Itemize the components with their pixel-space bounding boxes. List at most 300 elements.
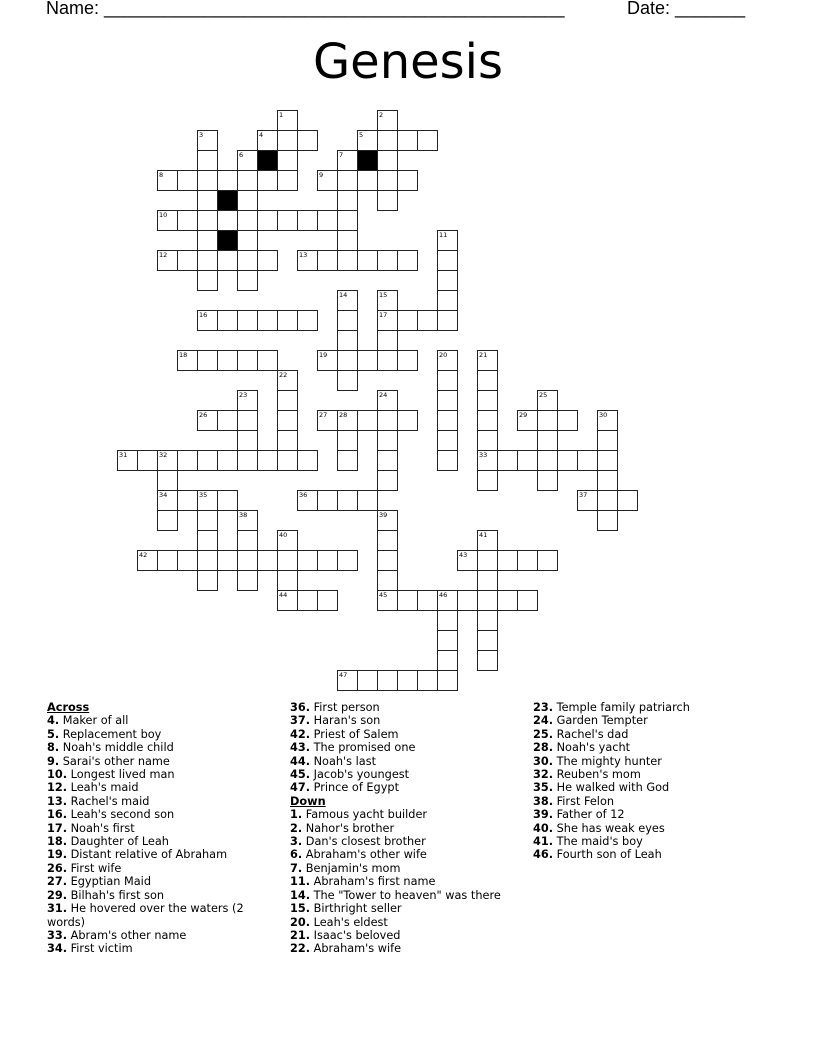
grid-cell[interactable]: [197, 410, 218, 431]
grid-cell[interactable]: [377, 550, 398, 571]
grid-cell[interactable]: [297, 450, 318, 471]
grid-cell[interactable]: [237, 270, 258, 291]
grid-cell[interactable]: [477, 550, 498, 571]
grid-cell[interactable]: [437, 630, 458, 651]
clue-number: 4.: [47, 714, 60, 728]
clue-number: 45.: [290, 768, 311, 782]
grid-cell[interactable]: [337, 350, 358, 371]
grid-cell[interactable]: [237, 410, 258, 431]
grid-cell[interactable]: [497, 550, 518, 571]
grid-cell[interactable]: [397, 670, 418, 691]
grid-cell[interactable]: [377, 250, 398, 271]
clues-column-3: [533, 701, 773, 862]
across-clue: [47, 714, 262, 727]
grid-cell[interactable]: [477, 570, 498, 591]
clue-number: 37: [579, 491, 588, 499]
grid-cell[interactable]: [197, 170, 218, 191]
grid-cell[interactable]: [337, 290, 358, 311]
clue-number: 44.: [290, 754, 311, 768]
clue-text: Temple family patriarch: [556, 701, 690, 714]
clue-number: 18: [179, 351, 188, 359]
grid-cell[interactable]: [597, 490, 618, 511]
clue-number: 20: [439, 351, 448, 359]
grid-cell[interactable]: [197, 310, 218, 331]
grid-cell[interactable]: [337, 490, 358, 511]
clue-number: 15: [379, 291, 388, 299]
grid-cell[interactable]: [277, 570, 298, 591]
grid-cell[interactable]: [297, 210, 318, 231]
grid-cell[interactable]: [477, 610, 498, 631]
grid-cell[interactable]: [197, 530, 218, 551]
clue-text: Bilhah's first son: [70, 888, 165, 902]
grid-cell[interactable]: [237, 450, 258, 471]
grid-cell[interactable]: [437, 650, 458, 671]
grid-cell[interactable]: [217, 310, 238, 331]
grid-cell[interactable]: [297, 250, 318, 271]
grid-cell[interactable]: [377, 570, 398, 591]
grid-cell[interactable]: [157, 170, 178, 191]
grid-cell[interactable]: [337, 330, 358, 351]
grid-cell[interactable]: [337, 670, 358, 691]
grid-cell[interactable]: [377, 330, 398, 351]
grid-cell[interactable]: [597, 450, 618, 471]
grid-cell[interactable]: [237, 210, 258, 231]
date-field[interactable]: Date: _______: [627, 0, 746, 18]
grid-cell[interactable]: [537, 390, 558, 411]
grid-cell[interactable]: [237, 230, 258, 251]
grid-cell[interactable]: [197, 250, 218, 271]
grid-cell[interactable]: [237, 570, 258, 591]
down-heading: Down: [290, 794, 326, 808]
grid-cell[interactable]: [397, 170, 418, 191]
grid-cell[interactable]: [577, 490, 598, 511]
grid-cell[interactable]: [197, 230, 218, 251]
grid-cell[interactable]: [237, 150, 258, 171]
grid-cell[interactable]: [477, 450, 498, 471]
grid-cell[interactable]: [377, 670, 398, 691]
grid-cell[interactable]: [517, 450, 538, 471]
grid-cell[interactable]: [437, 590, 458, 611]
clue-number: 8.: [47, 741, 60, 755]
grid-cell[interactable]: [357, 490, 378, 511]
grid-cell[interactable]: [517, 590, 538, 611]
grid-cell[interactable]: [197, 550, 218, 571]
grid-cell[interactable]: [317, 590, 338, 611]
clue-number: 43: [459, 551, 468, 559]
grid-cell[interactable]: [237, 510, 258, 531]
clue-text: The "Tower to heaven" was there: [313, 888, 501, 902]
clue-number: 4: [259, 131, 264, 139]
grid-cell[interactable]: [317, 550, 338, 571]
clue-text: Replacement boy: [62, 727, 162, 741]
grid-cell[interactable]: [597, 470, 618, 491]
clue-number: 27: [319, 411, 328, 419]
grid-cell[interactable]: [177, 490, 198, 511]
grid-cell[interactable]: [417, 310, 438, 331]
name-field[interactable]: Name: ______________________________________________: [46, 0, 565, 18]
grid-cell[interactable]: [217, 450, 238, 471]
clue-number: 15.: [290, 902, 311, 916]
grid-cell[interactable]: [317, 490, 338, 511]
grid-cell[interactable]: [277, 210, 298, 231]
clue-number: 41.: [533, 835, 554, 849]
grid-cell[interactable]: [357, 250, 378, 271]
grid-cell[interactable]: [217, 250, 238, 271]
clue-text: Distant relative of Abraham: [70, 848, 228, 862]
clue-text: He hovered over the waters (2 words): [47, 902, 244, 929]
clue-number: 36.: [290, 701, 311, 714]
grid-cell[interactable]: [477, 410, 498, 431]
grid-cell[interactable]: [217, 490, 238, 511]
clue-number: 10.: [47, 768, 68, 782]
down-clue: [290, 822, 530, 835]
clue-text: The mighty hunter: [556, 754, 662, 768]
down-clue: [533, 768, 773, 781]
grid-cell[interactable]: [477, 470, 498, 491]
grid-cell[interactable]: [397, 590, 418, 611]
grid-cell[interactable]: [297, 550, 318, 571]
grid-cell[interactable]: [377, 510, 398, 531]
grid-cell[interactable]: [377, 110, 398, 131]
clue-number: 13: [299, 251, 308, 259]
grid-cell[interactable]: [377, 130, 398, 151]
grid-cell[interactable]: [217, 550, 238, 571]
grid-cell[interactable]: [597, 430, 618, 451]
grid-cell[interactable]: [277, 410, 298, 431]
grid-cell[interactable]: [277, 310, 298, 331]
grid-cell[interactable]: [417, 130, 438, 151]
clue-number: 2.: [290, 821, 303, 835]
clue-number: 40: [279, 531, 288, 539]
grid-cell[interactable]: [437, 350, 458, 371]
clue-number: 21.: [290, 928, 311, 942]
grid-cell[interactable]: [537, 410, 558, 431]
grid-cell[interactable]: [337, 210, 358, 231]
clue-number: 45: [379, 591, 388, 599]
grid-cell[interactable]: [317, 170, 338, 191]
grid-cell[interactable]: [237, 250, 258, 271]
grid-cell[interactable]: [197, 210, 218, 231]
grid-cell[interactable]: [237, 550, 258, 571]
down-clue: [533, 701, 773, 714]
grid-cell[interactable]: [157, 490, 178, 511]
grid-cell[interactable]: [617, 490, 638, 511]
grid-cell[interactable]: [477, 430, 498, 451]
grid-cell[interactable]: [277, 390, 298, 411]
grid-cell[interactable]: [537, 550, 558, 571]
grid-cell[interactable]: [317, 210, 338, 231]
grid-cell[interactable]: [377, 450, 398, 471]
grid-cell[interactable]: [557, 410, 578, 431]
grid-cell[interactable]: [337, 370, 358, 391]
grid-cell[interactable]: [397, 250, 418, 271]
grid-cell[interactable]: [257, 310, 278, 331]
grid-cell[interactable]: [437, 670, 458, 691]
grid-cell[interactable]: [377, 290, 398, 311]
grid-cell[interactable]: [337, 430, 358, 451]
grid-cell[interactable]: [197, 190, 218, 211]
clue-number: 33: [479, 451, 488, 459]
grid-cell[interactable]: [377, 310, 398, 331]
clue-number: 9: [319, 171, 324, 179]
grid-cell[interactable]: [417, 670, 438, 691]
grid-cell[interactable]: [437, 270, 458, 291]
grid-cell[interactable]: [537, 450, 558, 471]
grid-cell[interactable]: [277, 590, 298, 611]
grid-cell[interactable]: [537, 430, 558, 451]
grid-cell[interactable]: [177, 450, 198, 471]
grid-cell[interactable]: [217, 410, 238, 431]
grid-cell[interactable]: [337, 250, 358, 271]
clue-number: 30: [599, 411, 608, 419]
grid-cell[interactable]: [577, 450, 598, 471]
clue-text: Sarai's other name: [62, 754, 170, 768]
grid-cell[interactable]: [137, 450, 158, 471]
grid-cell[interactable]: [217, 210, 238, 231]
grid-cell[interactable]: [477, 530, 498, 551]
grid-cell[interactable]: [257, 550, 278, 571]
grid-cell[interactable]: [357, 170, 378, 191]
clue-number: 5.: [47, 727, 60, 741]
grid-cell[interactable]: [337, 450, 358, 471]
down-clue: [533, 808, 773, 821]
clue-number: 3.: [290, 835, 303, 849]
grid-cell[interactable]: [517, 410, 538, 431]
grid-cell[interactable]: [177, 350, 198, 371]
clue-number: 26.: [47, 861, 68, 875]
grid-cell[interactable]: [597, 410, 618, 431]
grid-cell[interactable]: [437, 390, 458, 411]
clue-number: 22.: [290, 942, 311, 956]
grid-cell[interactable]: [197, 150, 218, 171]
grid-cell[interactable]: [277, 150, 298, 171]
grid-cell[interactable]: [497, 590, 518, 611]
grid-cell[interactable]: [337, 150, 358, 171]
clue-number: 38.: [533, 794, 554, 808]
grid-cell[interactable]: [157, 250, 178, 271]
grid-cell[interactable]: [477, 390, 498, 411]
clue-number: 38: [239, 511, 248, 519]
grid-cell[interactable]: [237, 190, 258, 211]
grid-cell[interactable]: [137, 550, 158, 571]
grid-cell[interactable]: [157, 450, 178, 471]
grid-cell[interactable]: [377, 390, 398, 411]
grid-cell[interactable]: [237, 350, 258, 371]
grid-cell[interactable]: [377, 470, 398, 491]
clue-text: Jacob's youngest: [313, 768, 410, 782]
page-title: Genesis: [312, 34, 504, 90]
grid-cell[interactable]: [257, 450, 278, 471]
clue-text: He walked with God: [556, 781, 670, 795]
across-clue: [290, 701, 530, 714]
clue-number: 32.: [533, 768, 554, 782]
grid-cell[interactable]: [377, 430, 398, 451]
grid-cell[interactable]: [377, 530, 398, 551]
grid-cell[interactable]: [297, 310, 318, 331]
grid-cell[interactable]: [157, 470, 178, 491]
grid-cell[interactable]: [277, 170, 298, 191]
grid-cell[interactable]: [257, 210, 278, 231]
grid-cell[interactable]: [457, 590, 478, 611]
grid-cell[interactable]: [157, 550, 178, 571]
grid-cell[interactable]: [357, 350, 378, 371]
grid-cell[interactable]: [557, 450, 578, 471]
down-clue: [290, 848, 530, 861]
grid-cell[interactable]: [377, 350, 398, 371]
clue-number: 1: [279, 111, 284, 119]
grid-cell[interactable]: [337, 190, 358, 211]
grid-cell[interactable]: [177, 210, 198, 231]
clue-text: Noah's middle child: [62, 741, 174, 755]
grid-cell[interactable]: [237, 430, 258, 451]
grid-cell[interactable]: [437, 370, 458, 391]
grid-cell[interactable]: [117, 450, 138, 471]
grid-cell[interactable]: [497, 450, 518, 471]
grid-cell[interactable]: [237, 170, 258, 191]
grid-cell[interactable]: [357, 670, 378, 691]
across-clue: [290, 728, 530, 741]
clue-text: Nahor's brother: [305, 821, 395, 835]
grid-cell[interactable]: [277, 370, 298, 391]
grid-cell[interactable]: [277, 450, 298, 471]
grid-cell[interactable]: [237, 530, 258, 551]
grid-cell[interactable]: [397, 350, 418, 371]
clue-number: 39: [379, 511, 388, 519]
grid-cell[interactable]: [337, 170, 358, 191]
grid-cell[interactable]: [337, 410, 358, 431]
down-clue: [533, 714, 773, 727]
across-clue: [47, 929, 262, 942]
grid-cell[interactable]: [237, 310, 258, 331]
grid-cell[interactable]: [597, 510, 618, 531]
grid-cell[interactable]: [217, 170, 238, 191]
grid-cell[interactable]: [317, 350, 338, 371]
across-clue: [290, 768, 530, 781]
grid-cell[interactable]: [257, 170, 278, 191]
grid-cell[interactable]: [157, 510, 178, 531]
grid-cell[interactable]: [397, 410, 418, 431]
grid-cell[interactable]: [377, 590, 398, 611]
grid-cell[interactable]: [337, 550, 358, 571]
clue-number: 9.: [47, 754, 60, 768]
across-clue: [47, 862, 262, 875]
clue-number: 37.: [290, 714, 311, 728]
clue-text: Rachel's maid: [70, 794, 150, 808]
down-clue: [290, 929, 530, 942]
grid-cell[interactable]: [197, 350, 218, 371]
grid-cell[interactable]: [377, 410, 398, 431]
grid-cell[interactable]: [277, 550, 298, 571]
grid-cell[interactable]: [177, 170, 198, 191]
grid-cell[interactable]: [197, 130, 218, 151]
grid-cell[interactable]: [157, 210, 178, 231]
down-clue: [290, 835, 530, 848]
grid-cell[interactable]: [477, 650, 498, 671]
grid-cell[interactable]: [277, 110, 298, 131]
clue-number: 27.: [47, 875, 68, 889]
clue-number: 42.: [290, 727, 311, 741]
clue-number: 35.: [533, 781, 554, 795]
grid-cell[interactable]: [537, 470, 558, 491]
grid-cell[interactable]: [197, 510, 218, 531]
grid-cell[interactable]: [437, 230, 458, 251]
grid-cell[interactable]: [217, 350, 238, 371]
clue-number: 34: [159, 491, 168, 499]
grid-cell[interactable]: [277, 130, 298, 151]
grid-cell[interactable]: [437, 250, 458, 271]
grid-cell[interactable]: [297, 590, 318, 611]
clue-number: 19: [319, 351, 328, 359]
clue-text: Abraham's first name: [313, 875, 436, 889]
grid-cell[interactable]: [197, 490, 218, 511]
clue-number: 13.: [47, 794, 68, 808]
grid-cell[interactable]: [377, 170, 398, 191]
grid-cell[interactable]: [477, 590, 498, 611]
grid-cell[interactable]: [437, 290, 458, 311]
grid-cell[interactable]: [437, 610, 458, 631]
clue-text: Father of 12: [556, 808, 625, 822]
clue-number: 6: [239, 151, 244, 159]
grid-cell[interactable]: [277, 430, 298, 451]
grid-cell[interactable]: [197, 270, 218, 291]
grid-cell[interactable]: [417, 590, 438, 611]
grid-cell[interactable]: [297, 490, 318, 511]
grid-cell[interactable]: [397, 310, 418, 331]
grid-cell[interactable]: [437, 410, 458, 431]
clue-text: Birthright seller: [313, 902, 402, 916]
clue-number: 21: [479, 351, 488, 359]
grid-cell[interactable]: [517, 550, 538, 571]
clue-number: 8: [159, 171, 164, 179]
grid-cell[interactable]: [177, 550, 198, 571]
grid-cell[interactable]: [257, 350, 278, 371]
down-clue: [533, 822, 773, 835]
grid-cell[interactable]: [317, 250, 338, 271]
grid-cell[interactable]: [457, 550, 478, 571]
grid-cell[interactable]: [257, 250, 278, 271]
grid-cell[interactable]: [377, 190, 398, 211]
clue-number: 18.: [47, 835, 68, 849]
grid-cell[interactable]: [177, 250, 198, 271]
grid-cell[interactable]: [357, 130, 378, 151]
grid-cell[interactable]: [237, 390, 258, 411]
grid-cell[interactable]: [197, 450, 218, 471]
down-clue: [290, 808, 530, 821]
grid-cell[interactable]: [357, 410, 378, 431]
clue-text: Prince of Egypt: [313, 781, 399, 795]
clue-number: 46.: [533, 848, 554, 862]
grid-cell[interactable]: [337, 230, 358, 251]
grid-cell[interactable]: [277, 530, 298, 551]
clue-text: Abraham's other wife: [305, 848, 427, 862]
grid-cell[interactable]: [337, 310, 358, 331]
grid-cell[interactable]: [257, 130, 278, 151]
down-clue: [533, 741, 773, 754]
grid-cell[interactable]: [297, 130, 318, 151]
clue-number: 36: [299, 491, 308, 499]
grid-cell[interactable]: [437, 430, 458, 451]
grid-cell[interactable]: [197, 570, 218, 591]
grid-cell[interactable]: [377, 150, 398, 171]
grid-cell[interactable]: [477, 350, 498, 371]
grid-cell[interactable]: [437, 450, 458, 471]
down-clue: [290, 862, 530, 875]
grid-cell[interactable]: [477, 630, 498, 651]
grid-cell[interactable]: [437, 310, 458, 331]
grid-cell[interactable]: [317, 410, 338, 431]
grid-cell[interactable]: [397, 130, 418, 151]
grid-cell[interactable]: [477, 370, 498, 391]
